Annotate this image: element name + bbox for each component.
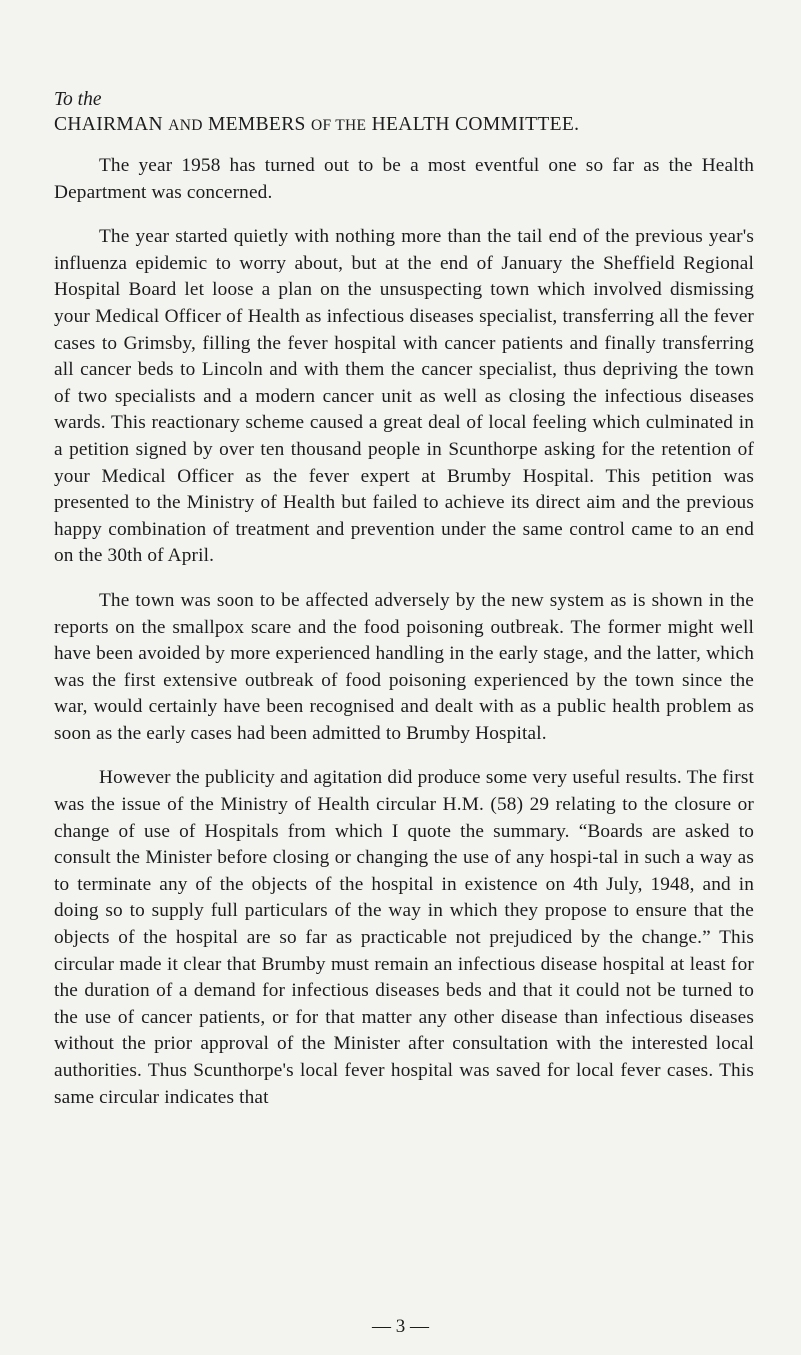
paragraph-1: The year 1958 has turned out to be a most eventful one so far as the Health Department was concerned. [54,155,754,203]
page-number: — 3 — [372,1316,429,1337]
paragraph-2: The year started quietly with nothing more than the tail end of the previous year's influenza epidemic to worry about, but at the end of January the Sheffield Regional Hospital Board let loose a plan on the unsuspecting town which involved dismissing your Medical Officer of Health as infectious diseases specialist, transferring all the fever cases to Grimsby, filling the fever hospital with cancer patients and finally transferring all cancer beds to Lincoln and with them the cancer specialist, thus depriving the town of two specialists and a modern cancer unit as well as closing the infectious diseases wards. This reactionary scheme caused a great deal of local feeling which culminated in a petition signed by over ten thousand people in Scunthorpe asking for the retention of your Medical Officer as the fever expert at Brumby Hospital. This petition was presented to the Ministry of Health but failed to achieve its direct aim and the previous happy combination of treatment and prevention under the same control came to an end on the 30th of April. [54,226,754,567]
heading-chairman: CHAIRMAN [54,114,163,135]
salutation-to: To the [54,89,102,110]
paragraph-3: The town was soon to be affected adversely by the new system as is shown in the reports on the smallpox scare and the food poisoning outbreak. The former might well have been avoided by more experienced handling in the early stage, and the latter, which was the first extensive outbreak of food poisoning experienced by the town since the war, would certainly have been recognised and dealt with as a public health problem as soon as the early cases had been admitted to Brumby Hospital. [54,589,754,744]
document-page [54,88,754,1129]
heading-committee: HEALTH COMMITTEE. [371,114,580,135]
salutation-heading [54,112,754,139]
heading-and: AND [168,117,203,134]
heading-of-the: OF THE [310,117,367,134]
paragraph-4: However the publicity and agitation did produce some very useful results. The first was the issue of the Ministry of Health circular H.M. (58) 29 relating to the closure or change of use of Hospitals from which I quote the summary. “Boards are asked to consult the Minister before closing or changing the use of any hospi-tal in such a way as to terminate any of the objects of the hospital in existence on 4th July, 1948, and in doing so to supply full particulars of the way in which they propose to ensure that the objects of the hospital are so far as practicable not prejudiced by the change.” This circular made it clear that Brumby must remain an infectious disease hospital at least for the duration of a demand for infectious diseases beds and that it could not be turned to the use of cancer patients, or for that matter any other disease than infectious diseases without the prior approval of the Minister after consultation with the interested local authorities. Thus Scunthorpe's local fever hospital was saved for local fever cases. This same circular indicates that [54,767,754,1108]
heading-members: MEMBERS [207,114,306,135]
